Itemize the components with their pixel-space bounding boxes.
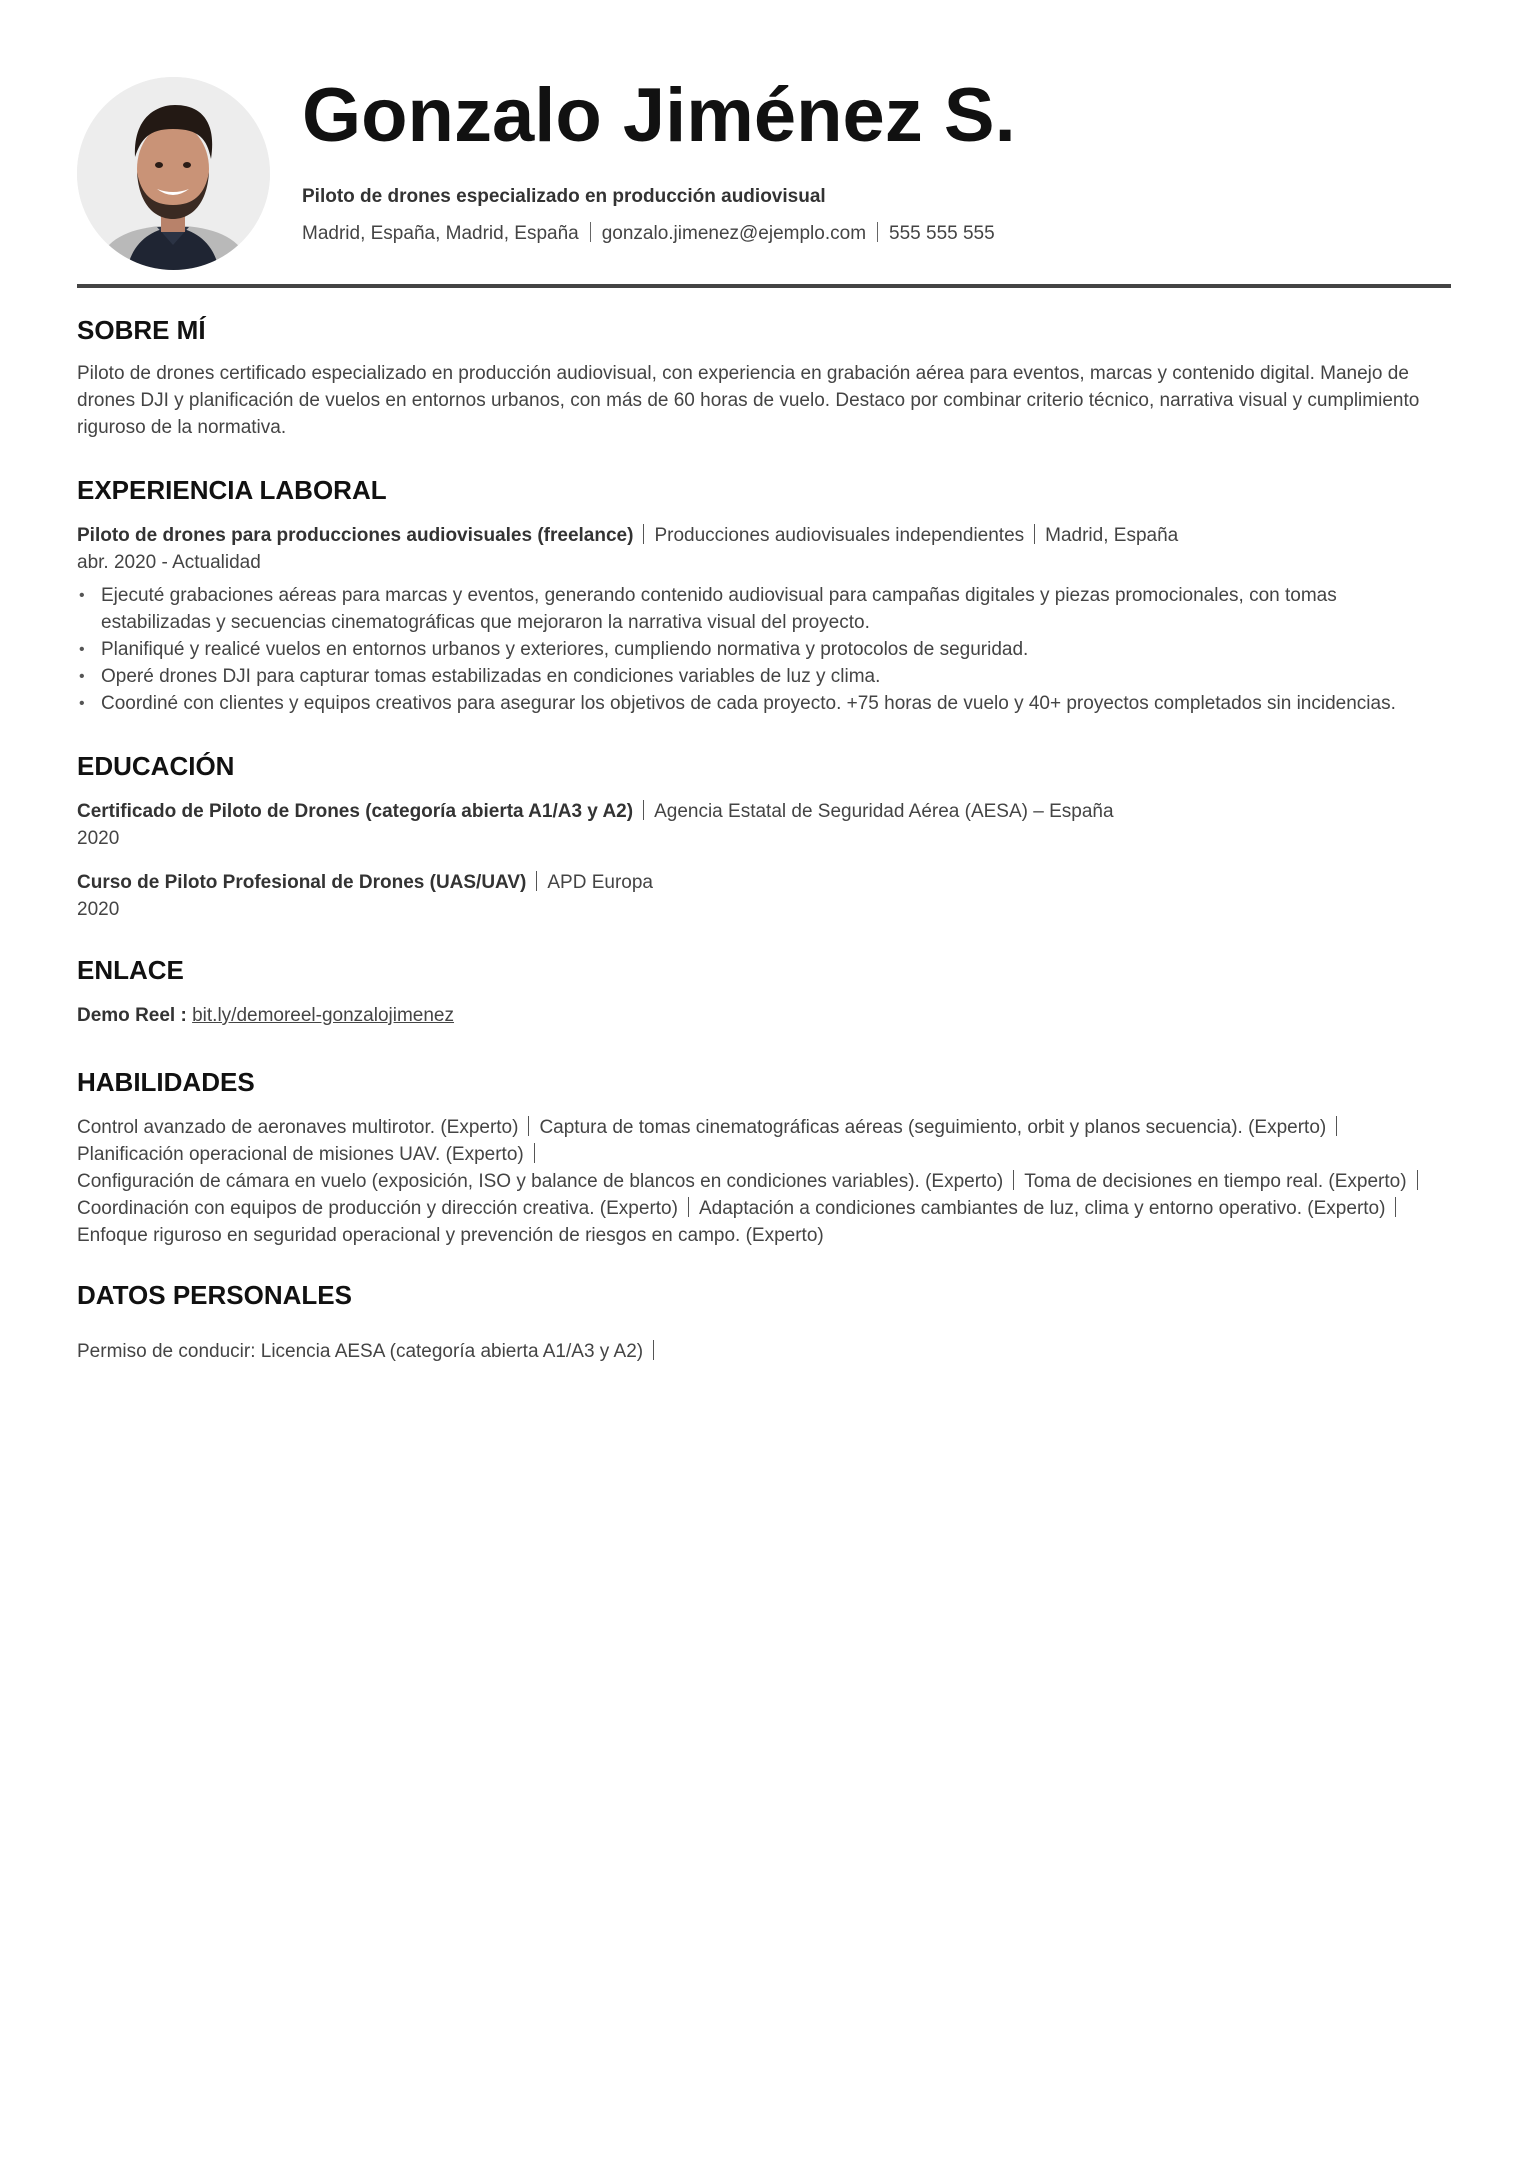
personal-value: Licencia AESA (categoría abierta A1/A3 y A2) [260,1341,644,1362]
skills-line [77,1114,1451,1141]
section-title: SOBRE MÍ [77,315,206,345]
separator [643,800,644,820]
list-item: • Operé drones DJI para capturar tomas estabilizadas en condiciones variables de luz y clima. [77,663,1451,690]
education-header [77,869,1451,896]
avatar [77,77,270,270]
section-title: EDUCACIÓN [77,751,235,781]
job-bullets [77,582,1451,717]
separator [1034,524,1035,544]
section-education [77,751,1451,923]
about-text: Piloto de drones certificado especializado en producción audiovisual, con experiencia en grabación aérea para eventos, marcas y contenido digital. Manejo de drones DJI y planificación de vuelos en entornos urbanos, con más de 60 horas de vuelo. Destaco por combinar criterio técnico, narrativa visual y cumplimiento riguroso de la normativa. [77,363,1420,438]
section-experience [77,475,1451,717]
education-entry [77,798,1451,852]
resume-page [77,0,1451,1362]
separator [1417,1170,1418,1190]
separator [528,1116,529,1136]
skill-item: Captura de tomas cinematográficas aéreas (seguimiento, orbit y planos secuencia). (Experto) [539,1117,1327,1138]
job-dates: abr. 2020 - Actualidad [77,552,261,573]
skills-list [77,1114,1451,1249]
header-divider [77,284,1451,288]
skills-line [77,1141,1451,1168]
job-entry [77,522,1451,717]
separator [534,1143,535,1163]
separator [1336,1116,1337,1136]
separator [536,871,537,891]
link-entry [77,1002,1451,1029]
separator [877,222,878,242]
skills-line [77,1222,1451,1249]
skill-item: Planificación operacional de misiones UAV. (Experto) [77,1144,524,1165]
section-personal [77,1280,1451,1365]
skill-item: Toma de decisiones en tiempo real. (Experto) [1024,1171,1407,1192]
education-entry [77,869,1451,923]
education-institution: Agencia Estatal de Seguridad Aérea (AESA) – España [654,801,1114,822]
personal-entry [77,1338,1451,1365]
contact-email[interactable]: gonzalo.jimenez@ejemplo.com [601,223,867,244]
skill-item: Enfoque riguroso en seguridad operacional y prevención de riesgos en campo. (Experto) [77,1225,824,1246]
contact-line [302,222,995,245]
separator [1395,1197,1396,1217]
section-about [77,315,1451,441]
skill-item: Adaptación a condiciones cambiantes de luz, clima y entorno operativo. (Experto) [698,1198,1386,1219]
education-degree: Curso de Piloto Profesional de Drones (UAS/UAV) [77,872,527,893]
separator [590,222,591,242]
personal-label: Permiso de conducir: [77,1341,256,1362]
section-title: DATOS PERSONALES [77,1280,352,1310]
link-label: Demo Reel [77,1005,176,1026]
link-separator: : [180,1005,187,1026]
skills-line [77,1195,1451,1222]
candidate-name: Gonzalo Jiménez S. [302,73,1016,158]
job-role: Piloto de drones para producciones audiovisuales (freelance) [77,525,634,546]
separator [1013,1170,1014,1190]
candidate-headline: Piloto de drones especializado en producción audiovisual [302,186,826,207]
separator [688,1197,689,1217]
profile-photo-icon [77,77,270,270]
skill-item: Coordinación con equipos de producción y dirección creativa. (Experto) [77,1198,678,1219]
list-item: • Ejecuté grabaciones aéreas para marcas y eventos, generando contenido audiovisual para campañas digitales y piezas promocionales, con tomas estabilizadas y secuencias cinematográficas que mejoraron la narrativa visual del proyecto. [77,582,1451,636]
education-degree: Certificado de Piloto de Drones (categoría abierta A1/A3 y A2) [77,801,634,822]
skill-item: Configuración de cámara en vuelo (exposición, ISO y balance de blancos en condiciones variables). (Experto) [77,1171,1004,1192]
education-year: 2020 [77,899,120,920]
job-company: Producciones audiovisuales independientes [654,525,1025,546]
skills-line [77,1168,1451,1195]
demo-reel-link[interactable]: bit.ly/demoreel-gonzalojimenez [192,1005,455,1026]
job-header [77,522,1451,549]
contact-phone[interactable]: 555 555 555 [889,223,995,244]
section-title: ENLACE [77,955,184,985]
education-institution: APD Europa [547,872,653,893]
list-item: • Coordiné con clientes y equipos creativos para asegurar los objetivos de cada proyecto. +75 horas de vuelo y 40+ proyectos completados sin incidencias. [77,690,1451,717]
list-item: • Planifiqué y realicé vuelos en entornos urbanos y exteriores, cumpliendo normativa y protocolos de seguridad. [77,636,1451,663]
job-location: Madrid, España [1045,525,1179,546]
section-skills [77,1067,1451,1249]
separator [653,1340,654,1360]
section-links [77,955,1451,1029]
section-title: HABILIDADES [77,1067,255,1097]
section-title: EXPERIENCIA LABORAL [77,475,387,505]
skill-item: Control avanzado de aeronaves multirotor. (Experto) [77,1117,519,1138]
separator [643,524,644,544]
education-year: 2020 [77,828,120,849]
contact-location: Madrid, España, Madrid, España [302,223,579,244]
resume-header [77,0,1451,288]
education-header [77,798,1451,825]
